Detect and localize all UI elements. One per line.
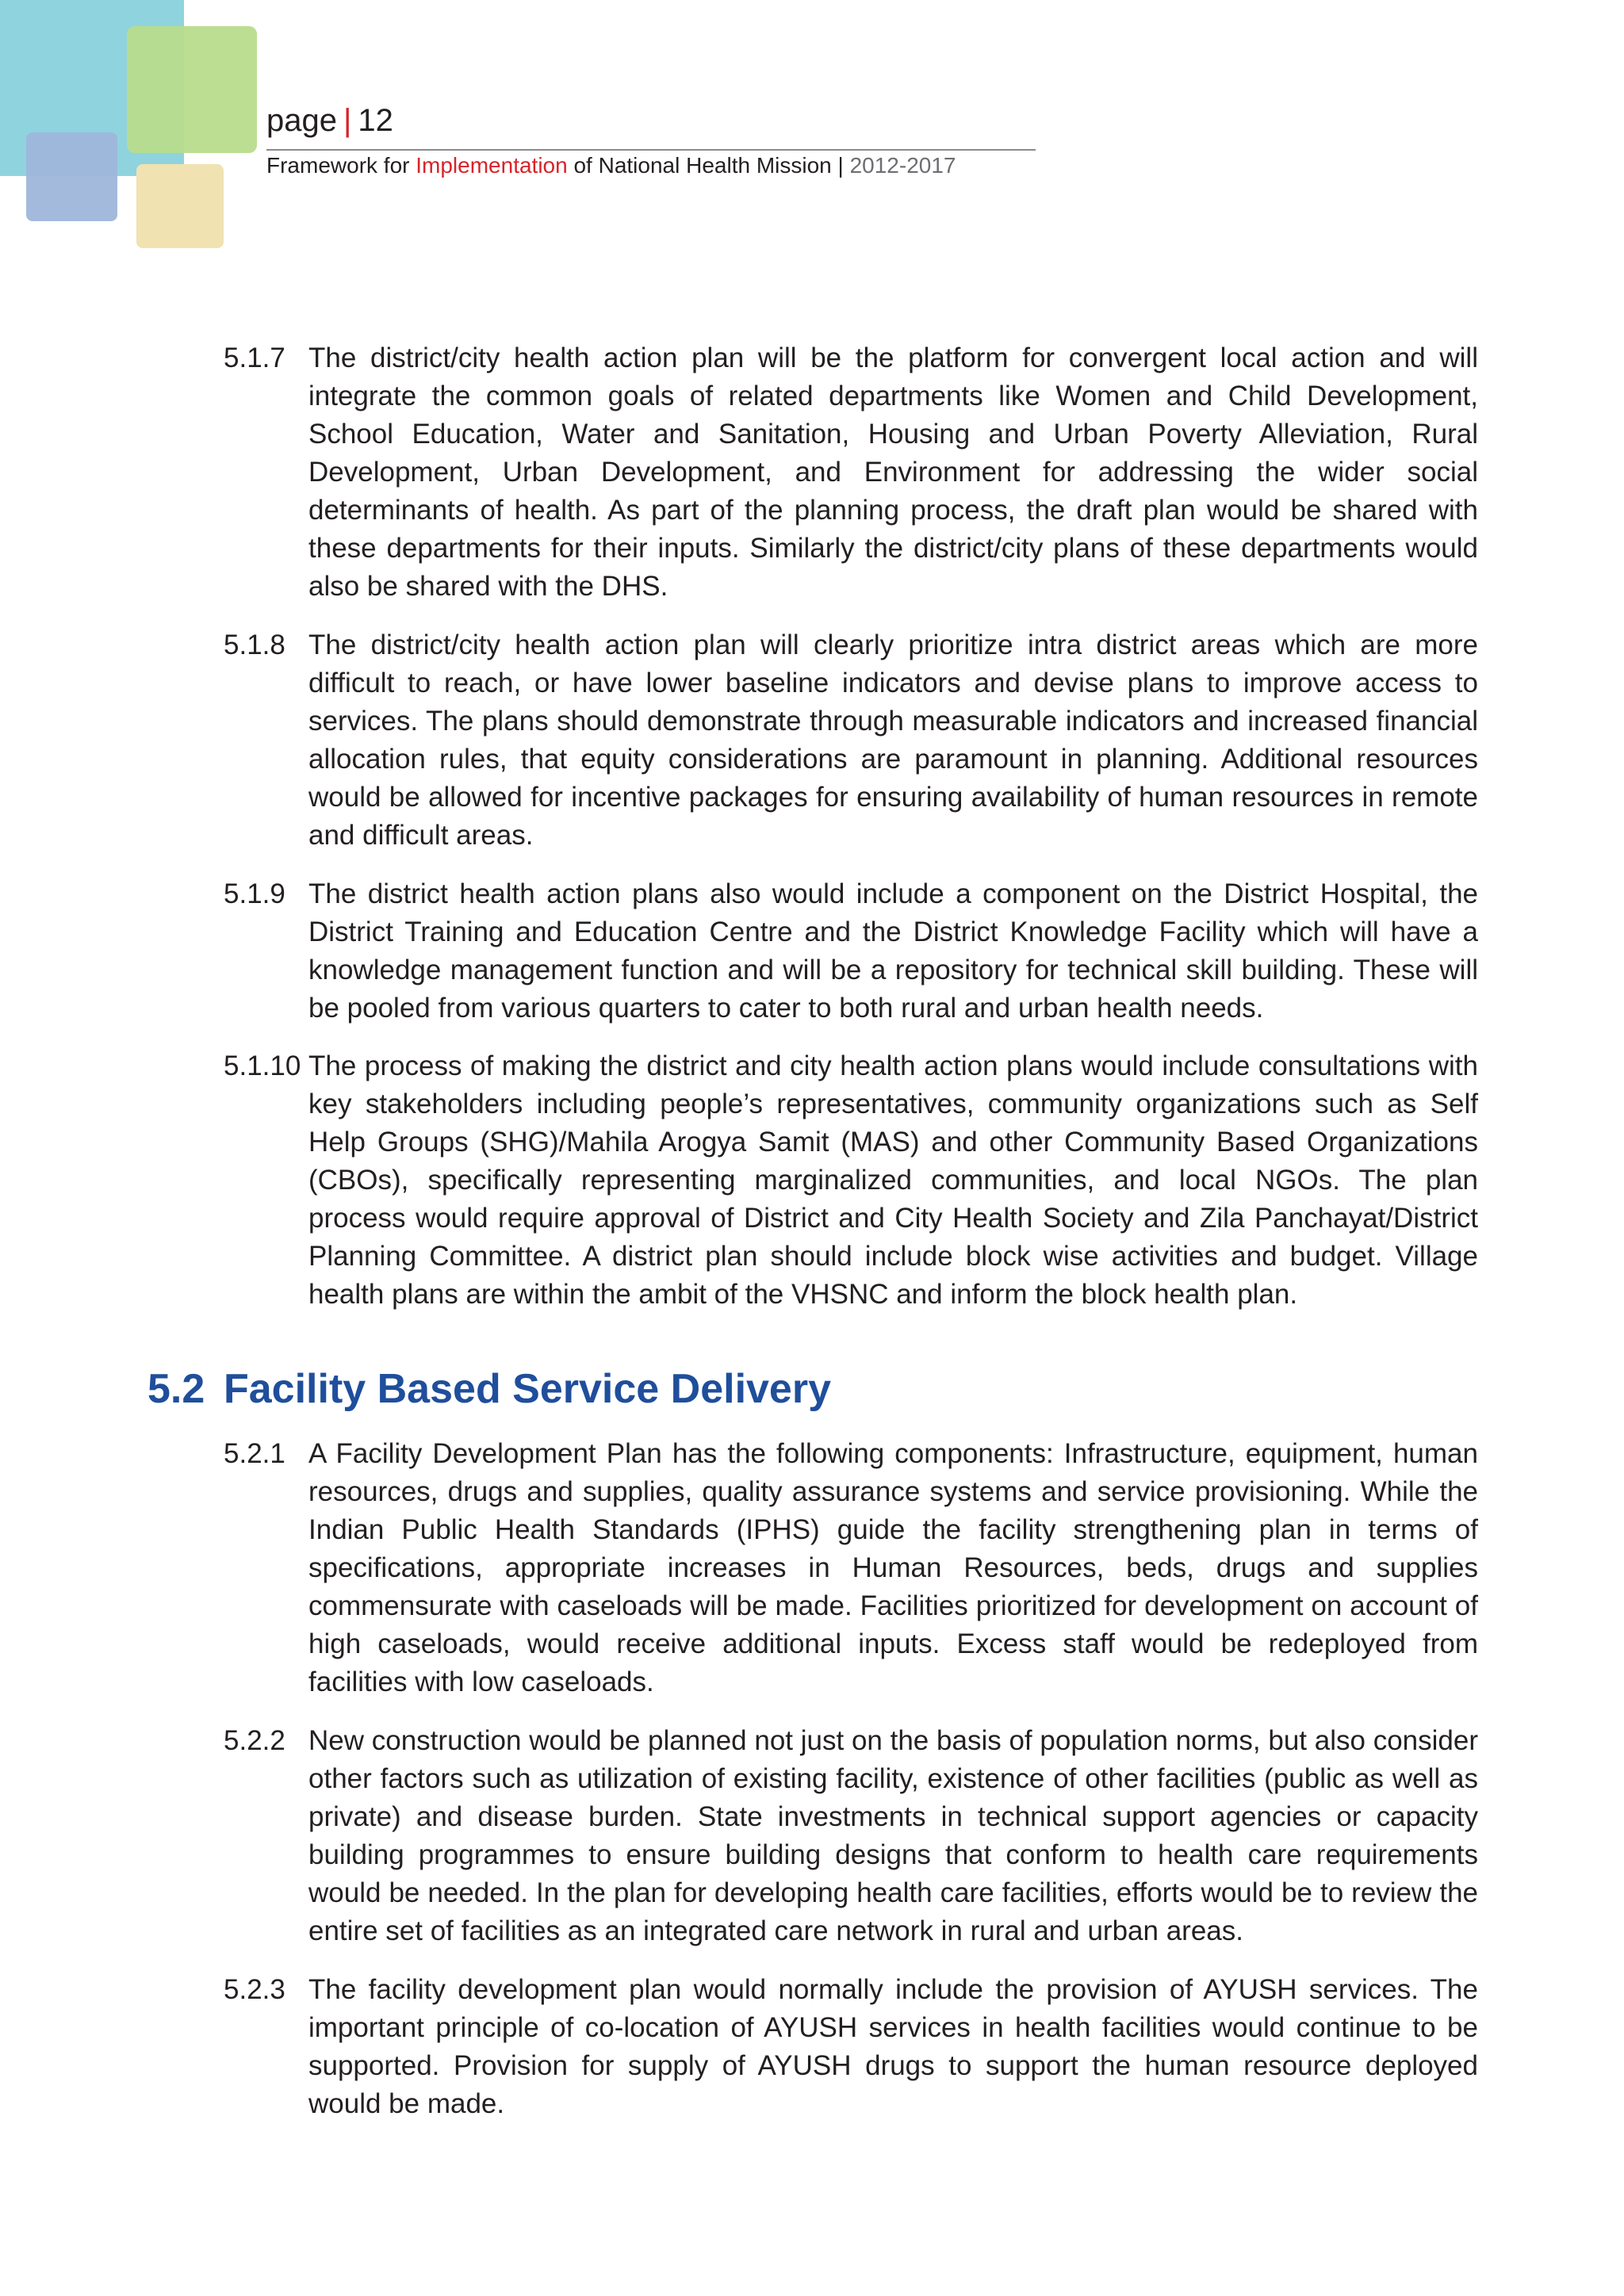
- paragraph-text: The process of making the district and city health action plans would include consultations with key stakeholders including people’s representatives, community organizations such as Self Help Groups (SHG)/Mahila Arogya Samit (MAS) and other Community Based Organizations (CBOs), specifically representing marginalized communities, and local NGOs. The plan process would require approval of District and City Health Society and Zila Panchayat/District Planning Committee. A district plan should include block wise activities and budget. Village health plans are within the ambit of the VHSNC and inform the block health plan.: [308, 1050, 1478, 1310]
- decor-square-blue: [26, 132, 117, 221]
- paragraph-5-1-9: [224, 875, 1478, 1027]
- title-highlight: Implementation: [416, 153, 568, 178]
- paragraph-text: The district/city health action plan will be the platform for convergent local action and will integrate the common goals of related departments like Women and Child Development, School Education, Water and Sanitation, Housing and Urban Poverty Alleviation, Rural Development, Urban Development, and Environment for addressing the wider social determinants of health. As part of the planning process, the draft plan would be shared with these departments for their inputs. Similarly the district/city plans of these departments would also be shared with the DHS.: [308, 342, 1478, 602]
- paragraph-number: 5.2.2: [224, 1725, 285, 1756]
- paragraph-number: 5.1.9: [224, 878, 285, 909]
- paragraph-number: 5.1.8: [224, 629, 285, 660]
- paragraph-text: The district health action plans also would include a component on the District Hospital, the District Training and Education Centre and the District Knowledge Facility which will have a knowledge management function and will be a repository for technical skill building. These will be pooled from various quarters to cater to both rural and urban health needs.: [308, 878, 1478, 1024]
- paragraph-number: 5.2.1: [224, 1438, 285, 1469]
- document-title-header: [266, 152, 956, 179]
- page-number-header: [266, 101, 393, 140]
- paragraph-5-2-1: [224, 1435, 1478, 1701]
- title-suffix: of National Health Mission: [573, 153, 832, 178]
- paragraph-number: 5.1.7: [224, 342, 285, 373]
- paragraph-5-1-7: [224, 339, 1478, 606]
- paragraph-5-2-3: [224, 1971, 1478, 2123]
- page-number: 12: [358, 103, 393, 138]
- paragraph-number: 5.2.3: [224, 1974, 285, 2005]
- section-title: Facility Based Service Delivery: [224, 1366, 832, 1412]
- page-word: page: [266, 103, 337, 138]
- decor-square-green: [127, 26, 257, 153]
- paragraph-5-1-10: [224, 1047, 1478, 1314]
- paragraph-number: 5.1.10: [224, 1050, 301, 1081]
- decor-square-yellow: [136, 164, 224, 248]
- paragraph-text: New construction would be planned not just on the basis of population norms, but also consider other factors such as utilization of existing facility, existence of other facilities (public as well as private) and disease burden. State investments in technical support agencies or capacity building programmes to ensure building designs that conform to health care requirements would be needed. In the plan for developing health care facilities, efforts would be to review the entire set of facilities as an integrated care network in rural and urban areas.: [308, 1725, 1478, 1946]
- section-number: 5.2: [147, 1366, 205, 1412]
- paragraph-5-2-2: [224, 1722, 1478, 1950]
- title-prefix: Framework for: [266, 153, 410, 178]
- title-separator: |: [837, 153, 844, 178]
- paragraph-text: The district/city health action plan will clearly prioritize intra district areas which are more difficult to reach, or have lower baseline indicators and devise plans to improve access to services. The plans should demonstrate through measurable indicators and increased financial allocation rules, that equity considerations are paramount in planning. Additional resources would be allowed for incentive packages for ensuring availability of human resources in remote and difficult areas.: [308, 629, 1478, 851]
- header-rule: [266, 149, 1036, 151]
- title-years: 2012-2017: [849, 153, 956, 178]
- header-separator: |: [343, 103, 352, 138]
- paragraph-text: The facility development plan would normally include the provision of AYUSH services. The important principle of co-location of AYUSH services in health facilities would continue to be supported. Provision for supply of AYUSH drugs to support the human resource deployed would be made.: [308, 1974, 1478, 2119]
- paragraph-5-1-8: [224, 626, 1478, 855]
- paragraph-text: A Facility Development Plan has the following components: Infrastructure, equipment, human resources, drugs and supplies, quality assurance systems and service provisioning. While the Indian Public Health Standards (IPHS) guide the facility strengthening plan in terms of specifications, appropriate increases in Human Resources, beds, drugs and supplies commensurate with caseloads will be made. Facilities prioritized for development on account of high caseloads, would receive additional inputs. Excess staff would be redeployed from facilities with low caseloads.: [308, 1438, 1478, 1697]
- section-heading-5-2: [147, 1364, 831, 1414]
